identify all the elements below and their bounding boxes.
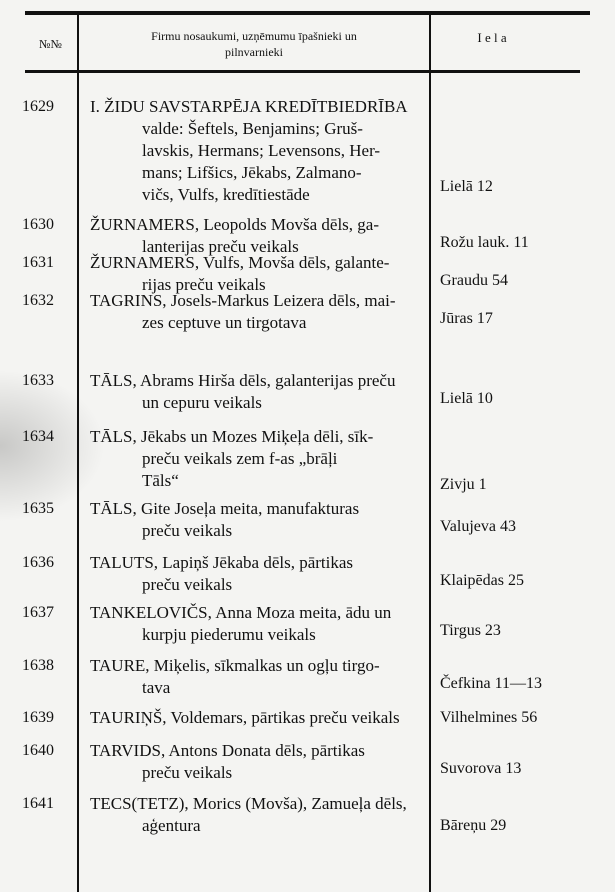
entry-name-line: TECS(TETZ), Morics (Movša), Zamueļa dēls, [90,794,407,813]
entry-name-line: TAGRINS, Josels-Markus Leizera dēls, mai- [90,291,396,310]
entry-name [90,552,426,596]
entry-name [90,655,426,699]
entry-number: 1636 [22,554,54,571]
entry-name-line: preču veikals [142,763,233,782]
entry-name-line: valde: Šeftels, Benjamins; Gruš- [142,119,363,138]
entry-name-line: TĀLS, Abrams Hirša dēls, galanterijas preču [90,371,396,390]
entry-address: Bāreņu 29 [440,817,507,834]
header-name [80,28,428,60]
entry-address: Lielā 10 [440,390,493,407]
entry-number: 1631 [22,254,54,271]
column-divider-1 [77,13,79,892]
header-number: №№ [39,37,62,51]
header-bottom-rule [25,70,580,73]
entry-address: Zivju 1 [440,476,487,493]
entry-name-line: TANKELOVIČS, Anna Moza meita, ādu un [90,603,392,622]
entry-name [90,740,426,784]
entry-name [90,96,426,206]
entry-name [90,602,426,646]
entry-name [90,290,426,334]
entry-address: Jūras 17 [440,310,493,327]
entry-name-line: TĀLS, Jēkabs un Mozes Miķeļa dēli, sīk- [90,427,374,446]
entry-number: 1634 [22,428,54,445]
entry-address: Vilhelmines 56 [440,709,538,726]
entry-name [90,498,426,542]
entry-address: Klaipēdas 25 [440,572,524,589]
entry-name-line: preču veikals zem f-as „brāļi [142,449,338,468]
entry-number: 1629 [22,98,54,115]
entry-name-line: TAURIŅŠ, Voldemars, pārtikas preču veikals [90,708,400,727]
entry-name-line: TALUTS, Lapiņš Jēkaba dēls, pārtikas [90,553,354,572]
entry-number: 1640 [22,742,54,759]
entry-number: 1637 [22,604,54,621]
entry-number: 1630 [22,216,54,233]
entry-name-line: tava [142,678,171,697]
entry-name-line: TAURE, Miķelis, sīkmalkas un ogļu tirgo- [90,656,380,675]
entry-number: 1635 [22,500,54,517]
entry-name-line: aģentura [142,816,201,835]
entry-number: 1632 [22,292,54,309]
entry-name [90,370,426,414]
entry-name [90,707,426,729]
entry-address: Tirgus 23 [440,622,501,639]
entry-address: Suvorova 13 [440,760,522,777]
entry-name-line: kurpju piederumu veikals [142,625,316,644]
entry-name [90,793,426,837]
entry-address: Graudu 54 [440,272,508,289]
entry-number: 1633 [22,372,54,389]
header-top-rule [25,11,590,15]
entry-name-line: TĀLS, Gite Joseļa meita, manufakturas [90,499,360,518]
header-street: I e l a [477,30,507,45]
entry-number: 1641 [22,795,54,812]
entry-name-line: ŽURNAMERS, Vulfs, Movša dēls, galante- [90,253,390,272]
entry-name-line: vičs, Vulfs, kredītiestāde [142,185,310,204]
entry-address: Lielā 12 [440,178,493,195]
entry-name-line: lavskis, Hermans; Levensons, Her- [142,141,381,160]
entry-name [90,426,426,492]
entry-name-line: preču veikals [142,575,233,594]
entry-name-line: rijas preču veikals [142,275,266,294]
entry-name-line: zes ceptuve un tirgotava [142,313,307,332]
column-divider-2 [429,13,431,892]
header-name-line2: pilnvarnieki [225,45,283,59]
entry-name-line: un cepuru veikals [142,393,262,412]
entry-number: 1638 [22,657,54,674]
entry-name-line: preču veikals [142,521,233,540]
entry-address: Valujeva 43 [440,518,516,535]
entry-number: 1639 [22,709,54,726]
entry-name-line: Tāls“ [142,471,179,490]
entry-name-line: I. ŽIDU SAVSTARPĒJA KREDĪTBIEDRĪBA [90,97,408,116]
entry-address: Rožu lauk. 11 [440,234,529,251]
header-name-line1: Firmu nosaukumi, uzņēmumu īpašnieki un [151,29,357,43]
entry-name-line: mans; Lifšics, Jēkabs, Zalmano- [142,163,362,182]
entry-address: Čefkina 11—13 [440,675,543,692]
entry-name-line: TARVIDS, Antons Donata dēls, pārtikas [90,741,365,760]
entry-name-line: ŽURNAMERS, Leopolds Movša dēls, ga- [90,215,379,234]
entry-name-line: lanterijas preču veikals [142,237,299,256]
